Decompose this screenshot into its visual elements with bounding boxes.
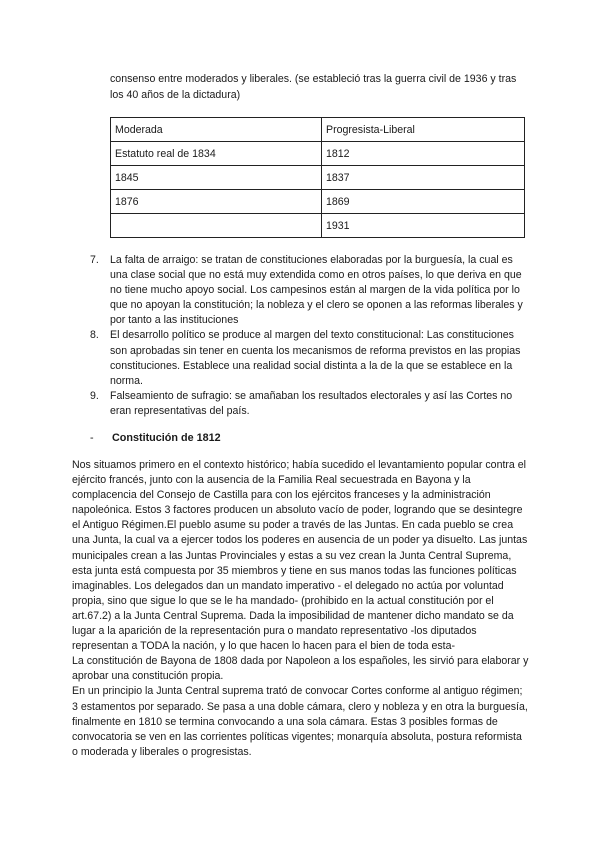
list-item	[90, 389, 525, 419]
table-cell: 1869	[322, 190, 525, 214]
list-item-text: El desarrollo político se produce al margen del texto constitucional: Las constituciones son aprobadas sin tener en cuenta los mecanismos de reforma previstos en las propias constituciones. Establece una realidad social distinta a la de la que se establece en la norma.	[110, 329, 521, 387]
body-paragraph: La constitución de Bayona de 1808 dada por Napoleon a los españoles, les sirvió para elaborar y aprobar una constitución propia.	[72, 655, 529, 683]
table-cell: Estatuto real de 1834	[111, 142, 322, 166]
table-cell: 1931	[322, 214, 525, 238]
intro-paragraph: consenso entre moderados y liberales. (se estableció tras la guerra civil de 1936 y tras los 40 años de la dictadura)	[110, 73, 517, 101]
list-item-number: 7.	[90, 254, 99, 266]
table-row	[111, 142, 525, 166]
list-item	[90, 328, 525, 388]
table-cell: 1812	[322, 142, 525, 166]
constitutions-table	[110, 117, 525, 238]
section-bullet: -	[90, 432, 94, 444]
table-cell	[111, 214, 322, 238]
body-paragraph: En un principio la Junta Central suprema trató de convocar Cortes conforme al antiguo régimen; 3 estamentos por separado. Se pasa a una doble cámara, clero y nobleza y en otra la burguesía, finalmente en 1810 se termina convocando a una sola cámara. Estas 3 posibles formas de convocatoria se ven en las corrientes políticas vigentes; monarquía absoluta, postura reformista o moderada y liberales o progresistas.	[72, 685, 528, 758]
table-cell: 1845	[111, 166, 322, 190]
list-item-text: La falta de arraigo: se tratan de constituciones elaboradas por la burguesía, la cual es una clase social que no está muy extendida como en otros países, lo que deriva en que no tiene mucho apoyo social. Los campesinos están al margen de la vida política por lo que no apoyan la constitución; la nobleza y el clero se oponen a las reformas liberales y por tanto a las instituciones	[110, 254, 523, 327]
list-item-number: 8.	[90, 329, 99, 342]
header-progresista-liberal: Progresista-Liberal	[322, 118, 525, 142]
table-row	[111, 214, 525, 238]
table-row	[111, 166, 525, 190]
table-header-row	[111, 118, 525, 142]
section-title: Constitución de 1812	[112, 432, 221, 444]
table-cell: 1876	[111, 190, 322, 214]
body-paragraph: Nos situamos primero en el contexto histórico; había sucedido el levantamiento popular contra el ejército francés, junto con la ausencia de la Familia Real secuestrada en Bayona y la complacencia del Consejo de Castilla para con los ejércitos franceses y la administración napoleónica. Estos 3 factores producen un absoluto vacío de poder, logrando que se desintegre el Antiguo Régimen.El pueblo asume su poder a través de las Juntas. En cada pueblo se crea una Junta, la cual va a ejercer todos los poderes en ausencia de un poder ya disuelto. Las juntas municipales crean a las Juntas Provinciales y estas a su vez crean la Junta Central Suprema, esta junta está compuesta por 35 miembros y tiene en sus manos todas las funciones políticas imaginables. Los delegados dan un mandato imperativo - el delegado no actúa por voluntad propia, sino que sigue lo que se le ha mandado- (prohibido en la actual constitución por el art.67.2) a la Junta Central Suprema. Dada la imposibilidad de mantener dicho mandato se da lugar a la aparición de la representación pura o mandato representativo -los diputados representan a TODA la nación, y lo que hacen lo hacen para el bien de toda esta-	[72, 459, 528, 653]
list-item-number: 9.	[90, 389, 99, 402]
header-moderada: Moderada	[111, 118, 322, 142]
body-text	[72, 458, 530, 760]
issues-list	[90, 253, 525, 419]
table-cell: 1837	[322, 166, 525, 190]
table-row	[111, 190, 525, 214]
list-item	[90, 253, 525, 328]
list-item-text: Falseamiento de sufragio: se amañaban los resultados electorales y así las Cortes no eran representativas del país.	[110, 389, 513, 417]
